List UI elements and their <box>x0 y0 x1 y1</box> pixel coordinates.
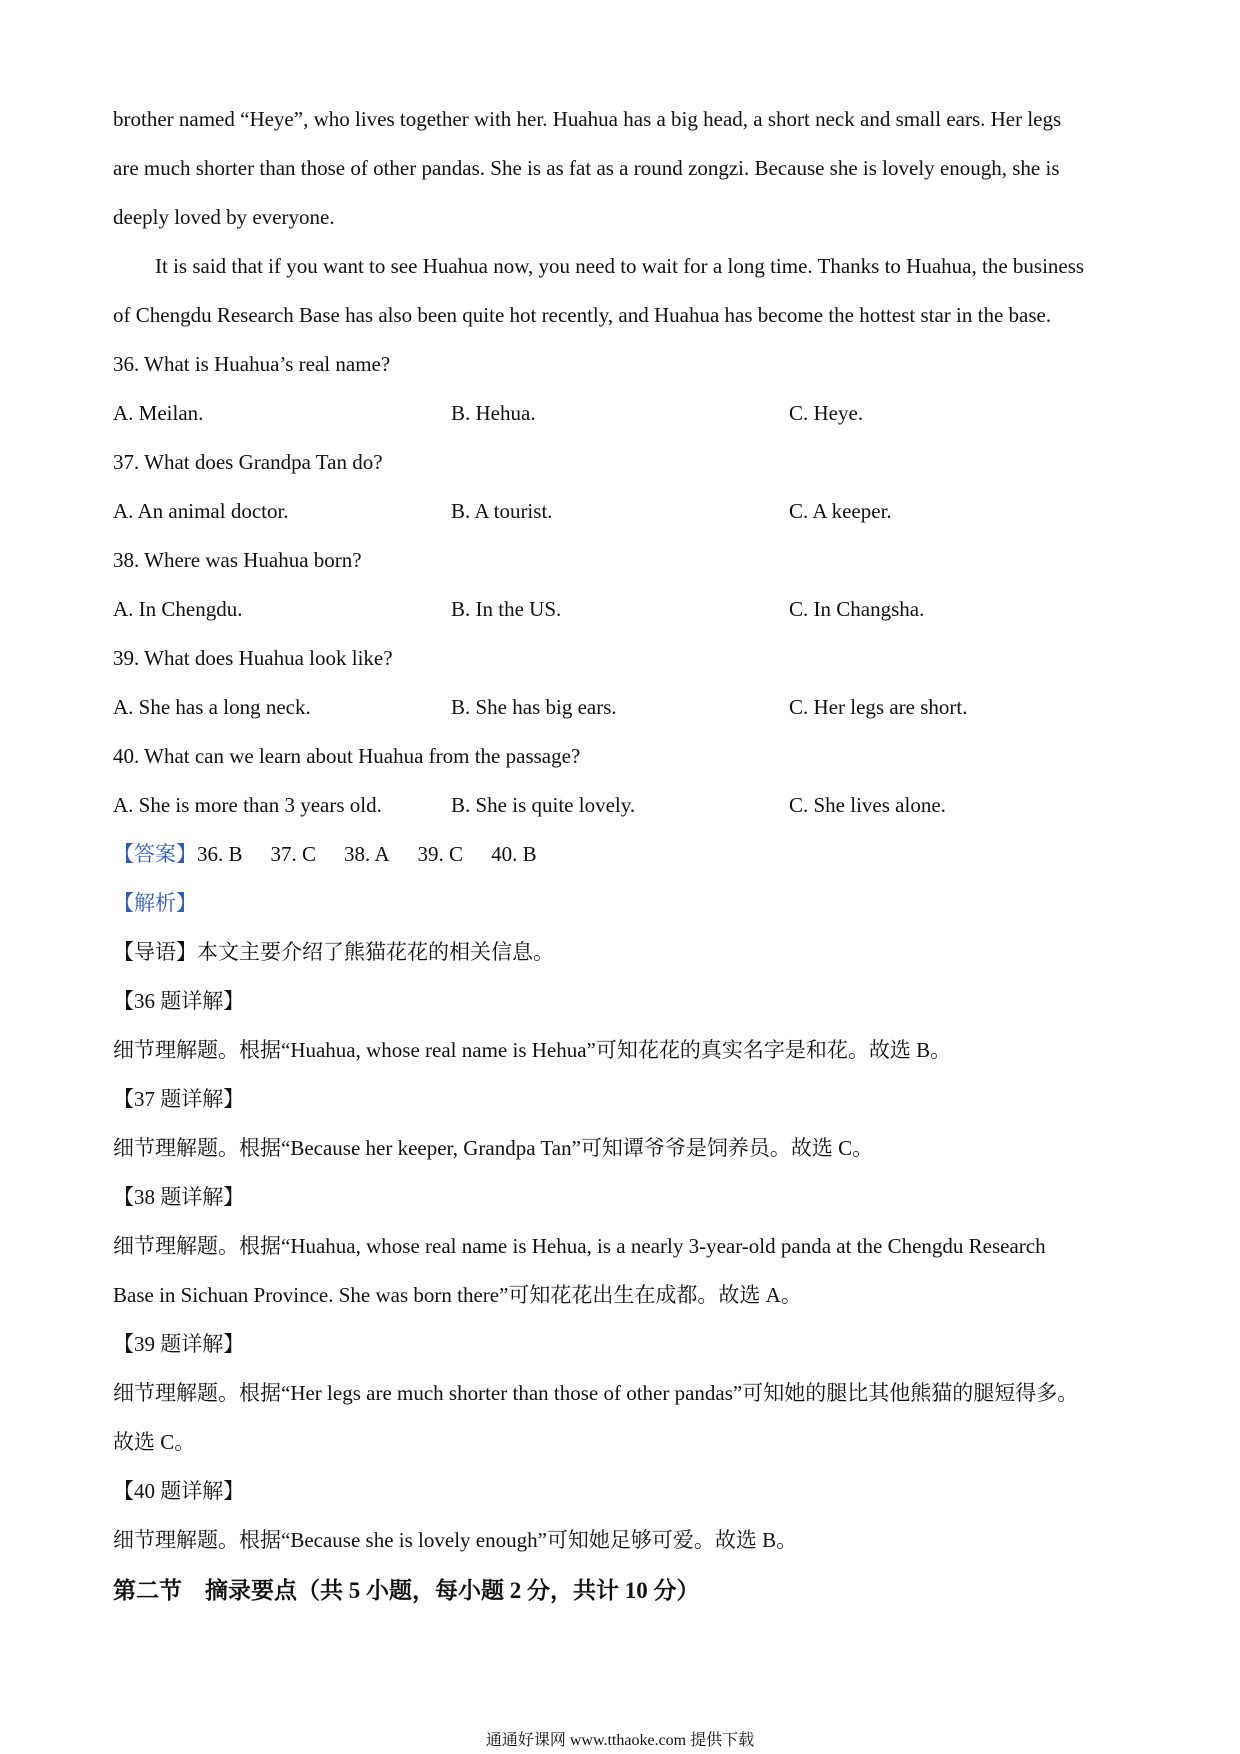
option-b: B. A tourist. <box>451 499 553 523</box>
detail-line: 细节理解题。根据“Because she is lovely enough”可知她足够可爱。故选 B。 <box>113 1528 798 1552</box>
detail-line: 故选 C。 <box>113 1430 196 1454</box>
detail-line: Base in Sichuan Province. She was born there”可知花花出生在成都。故选 A。 <box>113 1283 802 1307</box>
answer-item: 39. C <box>417 842 464 866</box>
question-39: 39. What does Huahua look like? <box>113 646 393 670</box>
answer-line <box>113 830 1131 879</box>
detail-title-39: 【39 题详解】 <box>113 1332 245 1356</box>
answer-item: 37. C <box>270 842 317 866</box>
answer-item: 36. B <box>197 842 243 866</box>
option-b: B. In the US. <box>451 597 562 621</box>
detail-line: 细节理解题。根据“Because her keeper, Grandpa Tan”可知谭爷爷是饲养员。故选 C。 <box>113 1136 874 1160</box>
document-body <box>113 95 1131 1617</box>
passage-line: brother named “Heye”, who lives together with her. Huahua has a big head, a short neck and small ears. Her legs <box>113 107 1062 131</box>
detail-line: 细节理解题。根据“Huahua, whose real name is Hehua”可知花花的真实名字是和花。故选 B。 <box>113 1038 952 1062</box>
option-a: A. She is more than 3 years old. <box>113 793 382 817</box>
option-c: C. Heye. <box>789 401 864 425</box>
option-a: A. In Chengdu. <box>113 597 243 621</box>
option-c: C. A keeper. <box>789 499 892 523</box>
options-37 <box>113 487 1131 536</box>
option-b: B. She has big ears. <box>451 695 617 719</box>
answer-item: 38. A <box>344 842 390 866</box>
analysis-intro: 【导语】本文主要介绍了熊猫花花的相关信息。 <box>113 940 554 964</box>
analysis-tag: 【解析】 <box>113 891 197 915</box>
question-40: 40. What can we learn about Huahua from the passage? <box>113 744 581 768</box>
option-b: B. She is quite lovely. <box>451 793 636 817</box>
section-heading: 第二节 摘录要点（共 5 小题，每小题 2 分，共计 10 分） <box>113 1578 700 1603</box>
detail-title-40: 【40 题详解】 <box>113 1479 245 1503</box>
question-36: 36. What is Huahua’s real name? <box>113 352 391 376</box>
option-b: B. Hehua. <box>451 401 536 425</box>
question-37: 37. What does Grandpa Tan do? <box>113 450 383 474</box>
option-c: C. In Changsha. <box>789 597 925 621</box>
analysis-heading <box>113 879 1131 928</box>
options-38 <box>113 585 1131 634</box>
passage-line: of Chengdu Research Base has also been quite hot recently, and Huahua has become the hottest star in the base. <box>113 303 1052 327</box>
answer-item: 40. B <box>491 842 537 866</box>
options-39 <box>113 683 1131 732</box>
answer-tag: 【答案】 <box>113 842 197 866</box>
detail-title-36: 【36 题详解】 <box>113 989 245 1013</box>
option-a: A. She has a long neck. <box>113 695 311 719</box>
options-40 <box>113 781 1131 830</box>
detail-title-37: 【37 题详解】 <box>113 1087 245 1111</box>
detail-line: 细节理解题。根据“Her legs are much shorter than those of other pandas”可知她的腿比其他熊猫的腿短得多。 <box>113 1381 1079 1405</box>
option-a: A. Meilan. <box>113 401 204 425</box>
passage-line: It is said that if you want to see Huahua now, you need to wait for a long time. Thanks to Huahua, the business <box>155 254 1085 278</box>
option-c: C. Her legs are short. <box>789 695 968 719</box>
detail-title-38: 【38 题详解】 <box>113 1185 245 1209</box>
option-a: A. An animal doctor. <box>113 499 289 523</box>
passage-line: are much shorter than those of other pandas. She is as fat as a round zongzi. Because she is lovely enough, she is <box>113 156 1060 180</box>
detail-line: 细节理解题。根据“Huahua, whose real name is Hehua, is a nearly 3-year-old panda at the Chengdu Research <box>113 1234 1046 1258</box>
option-c: C. She lives alone. <box>789 793 946 817</box>
options-36 <box>113 389 1131 438</box>
page-footer: 通通好课网 www.tthaoke.com 提供下载 <box>485 1732 755 1749</box>
question-38: 38. Where was Huahua born? <box>113 548 362 572</box>
passage-line: deeply loved by everyone. <box>113 205 335 229</box>
